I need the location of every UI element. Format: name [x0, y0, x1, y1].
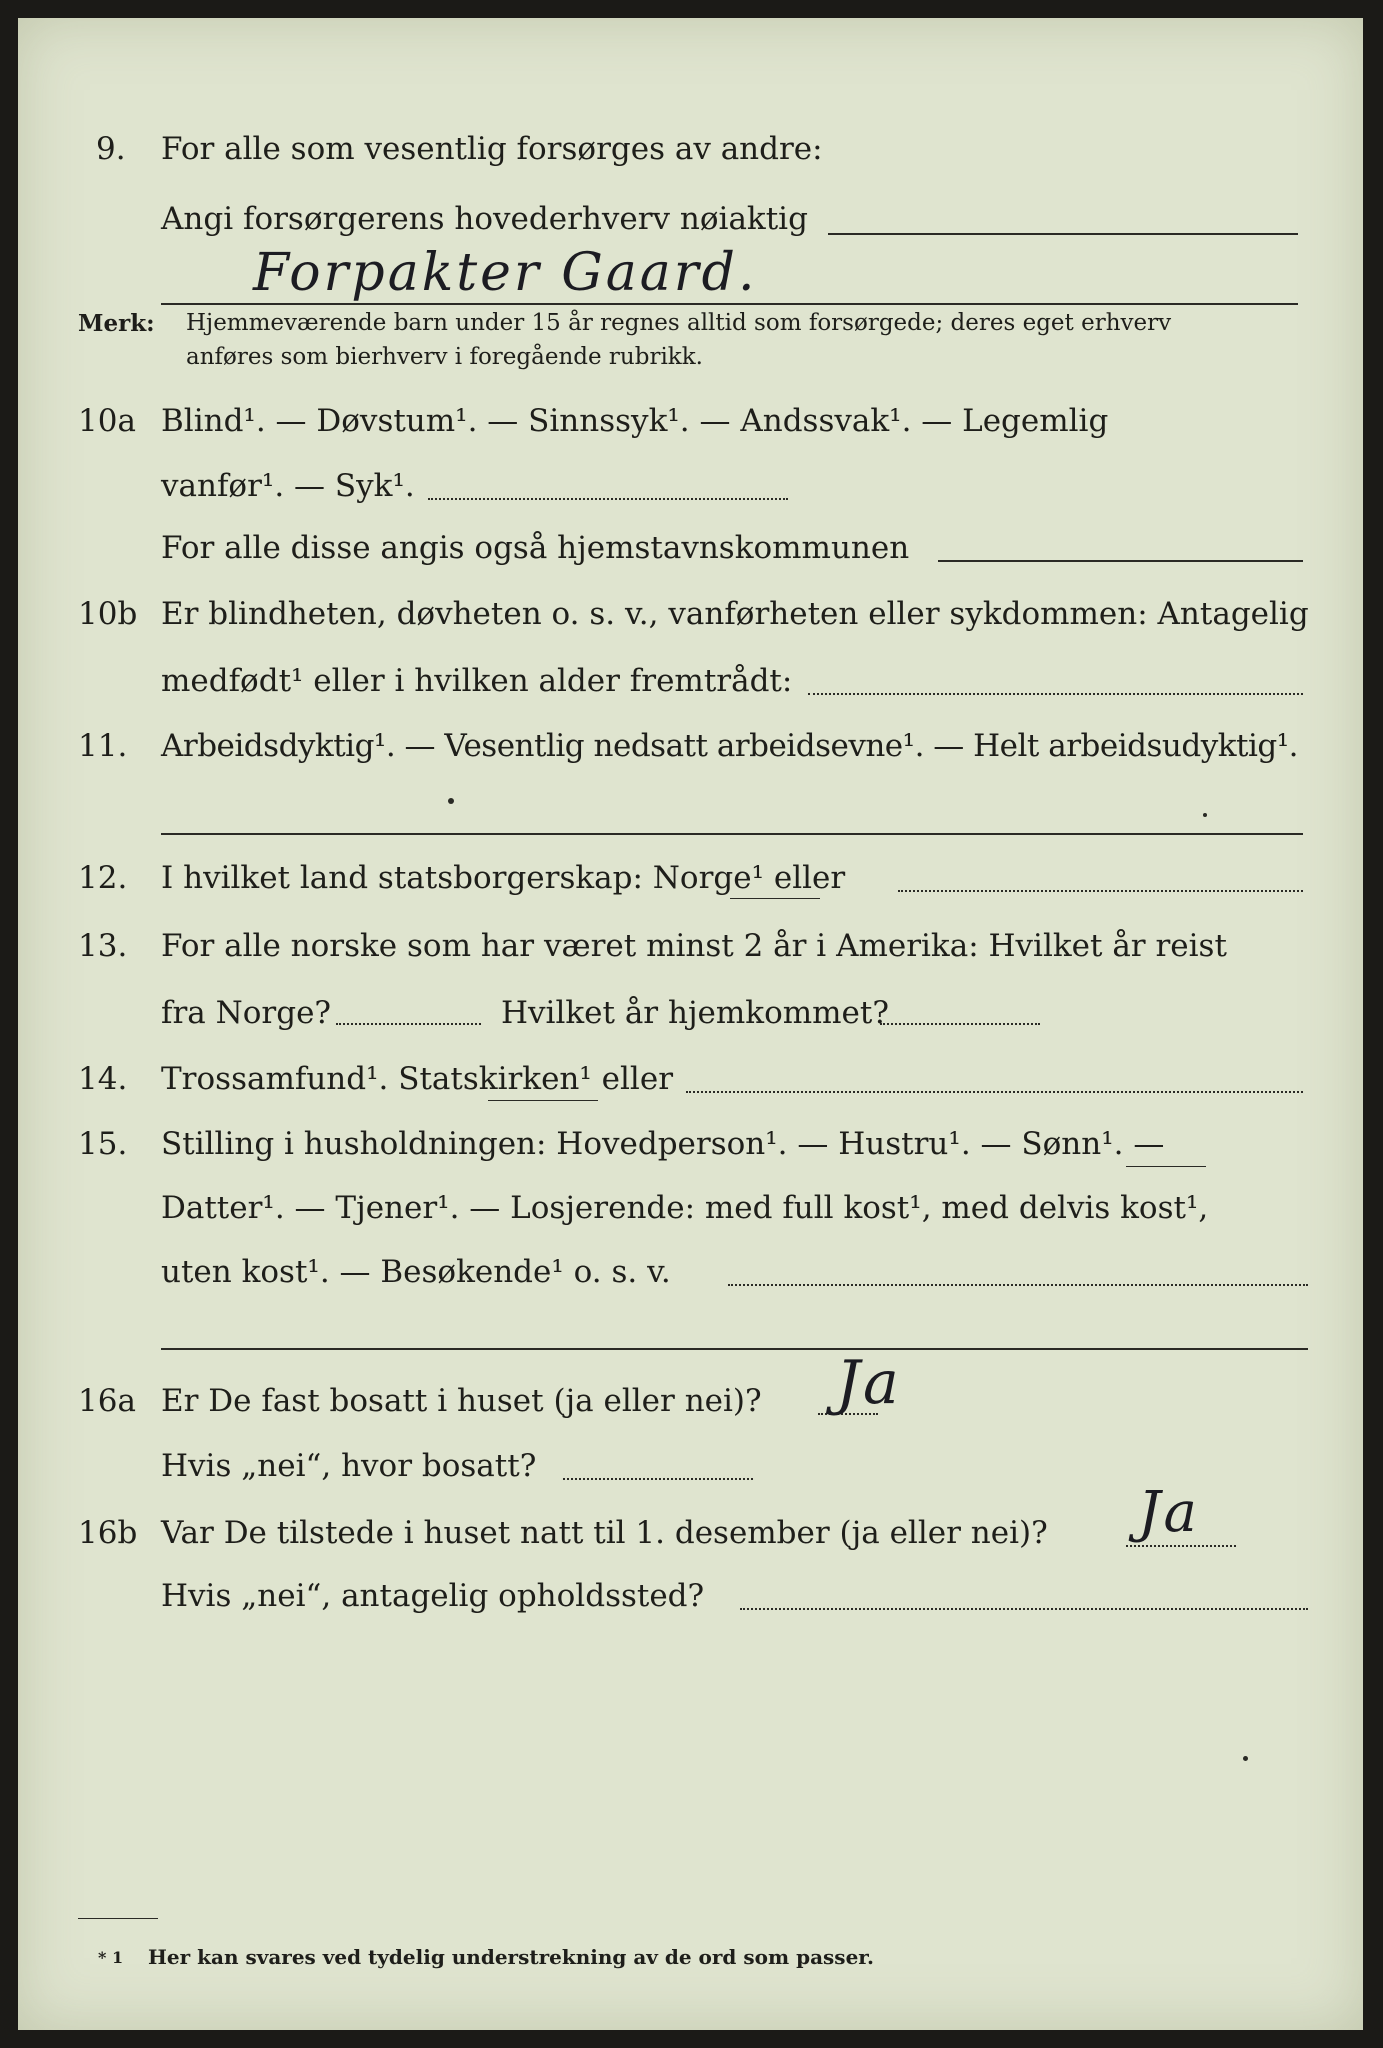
q16a-line-2: Hvis „nei“, hvor bosatt?	[161, 1448, 537, 1484]
q10b-line-2: medfødt¹ eller i hvilken alder fremtrådt:	[161, 663, 793, 699]
merk-line-1: Hjemmeværende barn under 15 år regnes alltid som forsørgede; deres eget erhverv	[186, 310, 1172, 336]
q14-number: 14.	[78, 1061, 128, 1097]
q9-line-2: Angi forsørgerens hovederhverv nøiaktig	[161, 201, 808, 237]
q9-answer-line-2	[161, 303, 1298, 305]
ink-speck	[448, 798, 454, 804]
q13-line-1: For alle norske som har været minst 2 år i Amerika: Hvilket år reist	[161, 928, 1227, 964]
q10a-number: 10a	[78, 403, 136, 439]
q14-line-1: Trossamfund¹. Statskirken¹ eller	[161, 1061, 674, 1097]
q16b-answer-line	[1126, 1545, 1236, 1547]
q10a-line-2: vanfør¹. — Syk¹.	[161, 468, 415, 504]
q12-number: 12.	[78, 860, 128, 896]
q16a-number: 16a	[78, 1383, 136, 1419]
q13-hjemkommet-line	[880, 1023, 1040, 1025]
q13-reist-line	[336, 1023, 481, 1025]
q15-answer-line-2	[161, 1348, 1308, 1350]
q16b-handwritten-answer: Ja	[1138, 1480, 1200, 1545]
statskirken-underline	[488, 1100, 598, 1101]
q12-answer-line	[898, 890, 1303, 892]
merk-label: Merk:	[78, 310, 155, 337]
q9-answer-line-1	[828, 233, 1298, 235]
q16a-handwritten-answer: Ja	[836, 1348, 902, 1418]
q10a-line-1: Blind¹. — Døvstum¹. — Sinnssyk¹. — Andssvak¹. — Legemlig	[161, 403, 1109, 439]
q10b-answer-line	[808, 693, 1303, 695]
q15-line-2: Datter¹. — Tjener¹. — Losjerende: med full kost¹, med delvis kost¹,	[161, 1190, 1209, 1226]
q10b-line-1: Er blindheten, døvheten o. s. v., vanførheten eller sykdommen: Antagelig	[161, 596, 1309, 632]
q10a-line-3: For alle disse angis også hjemstavnskommunen	[161, 530, 910, 566]
merk-line-2: anføres som bierhverv i foregående rubrikk.	[186, 344, 703, 370]
footnote-mark: * 1	[98, 1948, 124, 1967]
footnote-text: Her kan svares ved tydelig understrekning av de ord som passer.	[148, 1945, 874, 1969]
q16b-line-1: Var De tilstede i huset natt til 1. desember (ja eller nei)?	[161, 1515, 1048, 1551]
q13-line-2b: Hvilket år hjemkommet?	[501, 995, 889, 1031]
q10a-answer-line-2	[938, 560, 1303, 562]
q15-number: 15.	[78, 1126, 128, 1162]
q16a-line-1: Er De fast bosatt i huset (ja eller nei)?	[161, 1383, 762, 1419]
ink-speck	[1203, 813, 1207, 817]
sonn-underline	[1126, 1166, 1206, 1167]
q10b-number: 10b	[78, 596, 138, 632]
norge-underline	[730, 898, 820, 899]
q11-number: 11.	[78, 728, 128, 764]
q16b-number: 16b	[78, 1515, 138, 1551]
q16b-opholdssted-line	[740, 1608, 1308, 1610]
q15-answer-line-1	[728, 1284, 1308, 1286]
footnote-rule	[78, 1918, 158, 1919]
q15-line-3: uten kost¹. — Besøkende¹ o. s. v.	[161, 1254, 671, 1290]
q14-answer-line	[686, 1091, 1303, 1093]
census-form-page	[18, 18, 1363, 2030]
q13-number: 13.	[78, 928, 128, 964]
q10a-answer-line-1	[428, 498, 788, 500]
q9-number: 9.	[96, 131, 126, 167]
q13-line-2a: fra Norge?	[161, 995, 332, 1031]
q9-line-1: For alle som vesentlig forsørges av andre:	[161, 131, 823, 167]
q9-handwritten-answer: Forpakter Gaard.	[253, 243, 758, 303]
q16b-line-2: Hvis „nei“, antagelig opholdssted?	[161, 1578, 705, 1614]
q11-answer-line	[161, 833, 1303, 835]
q15-line-1: Stilling i husholdningen: Hovedperson¹. — Hustru¹. — Sønn¹. —	[161, 1126, 1165, 1162]
q16a-bosatt-line	[563, 1478, 753, 1480]
q12-line-1: I hvilket land statsborgerskap: Norge¹ eller	[161, 860, 846, 896]
ink-speck	[1243, 1756, 1248, 1761]
q11-line-1: Arbeidsdyktig¹. — Vesentlig nedsatt arbeidsevne¹. — Helt arbeidsudyktig¹.	[161, 728, 1299, 764]
